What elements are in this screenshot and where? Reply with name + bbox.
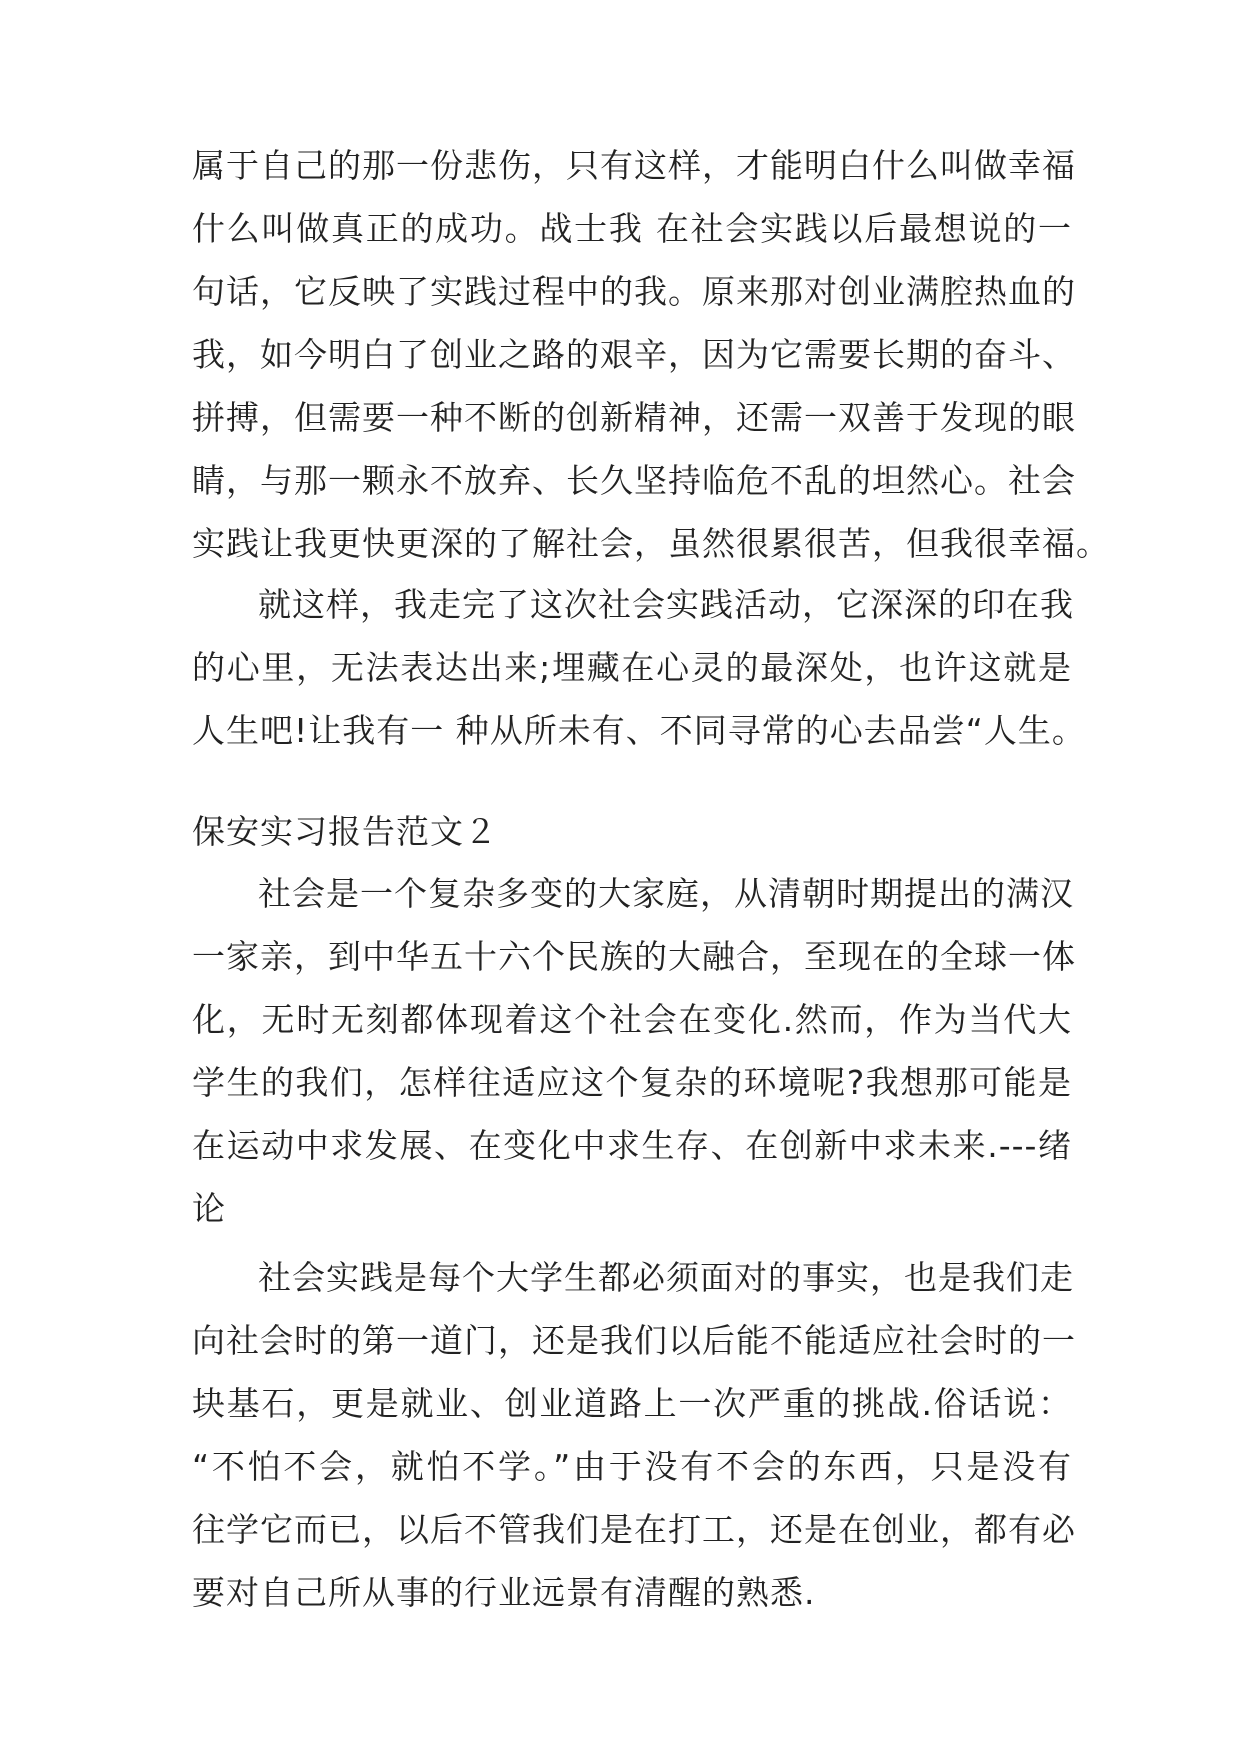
text-line: 在运动中求发展、在变化中求生存、在创新中求未来.---绪 [192, 1126, 1072, 1165]
text-line: 就这样，我走完了这次社会实践活动，它深深的印在我 [258, 585, 1074, 624]
text-line: 学生的我们，怎样往适应这个复杂的环境呢?我想那可能是 [192, 1063, 1072, 1102]
text-line: 论 [192, 1189, 226, 1228]
text-line: 什么叫做真正的成功。战士我 在社会实践以后最想说的一 [192, 209, 1072, 248]
paragraph-closing [192, 573, 1086, 762]
text-line: 社会实践是每个大学生都必须面对的事实，也是我们走 [258, 1258, 1074, 1297]
text-line: 化，无时无刻都体现着这个社会在变化.然而，作为当代大 [192, 1000, 1072, 1039]
text-line: 向社会时的第一道门，还是我们以后能不能适应社会时的一 [192, 1321, 1076, 1360]
text-line: 实践让我更快更深的了解社会，虽然很累很苦，但我很幸福。 [192, 524, 1110, 563]
text-line: 往学它而已，以后不管我们是在打工，还是在创业，都有必 [192, 1510, 1076, 1549]
text-line: 块基石，更是就业、创业道路上一次严重的挑战.俗话说： [192, 1384, 1072, 1423]
paragraph-continuation [192, 134, 1110, 575]
text-line: 睛，与那一颗永不放弃、长久坚持临危不乱的坦然心。社会 [192, 461, 1076, 500]
text-line: 一家亲，到中华五十六个民族的大融合，至现在的全球一体 [192, 937, 1076, 976]
text-line: 的心里，无法表达出来;埋藏在心灵的最深处，也许这就是 [192, 648, 1072, 687]
text-line: 拼搏，但需要一种不断的创新精神，还需一双善于发现的眼 [192, 398, 1076, 437]
text-line: 要对自己所从事的行业远景有清醒的熟悉. [192, 1573, 816, 1612]
text-line: 人生吧!让我有一 种从所未有、不同寻常的心去品尝“人生。 [192, 711, 1086, 750]
paragraph-introduction [192, 862, 1076, 1240]
text-line: 属于自己的那一份悲伤，只有这样，才能明白什么叫做幸福 [192, 146, 1076, 185]
section-heading: 保安实习报告范文２ [192, 812, 498, 851]
text-line: 社会是一个复杂多变的大家庭，从清朝时期提出的满汉 [258, 874, 1074, 913]
text-line: 我，如今明白了创业之路的艰辛，因为它需要长期的奋斗、 [192, 335, 1076, 374]
text-line: 句话，它反映了实践过程中的我。原来那对创业满腔热血的 [192, 272, 1076, 311]
text-line: “不怕不会，就怕不学。”由于没有不会的东西，只是没有 [192, 1447, 1072, 1486]
paragraph-social-practice [192, 1246, 1076, 1624]
